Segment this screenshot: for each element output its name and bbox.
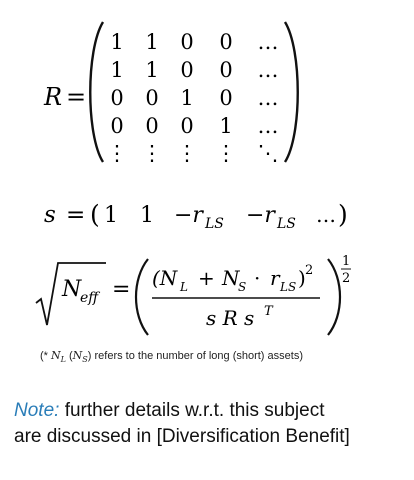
matrix-cell-r2-c5: … bbox=[257, 58, 279, 82]
vector-equals: = bbox=[66, 202, 86, 228]
matrix-cell-r4-c2: 0 bbox=[145, 114, 159, 138]
matrix-cell-r5-c3: ⋮ bbox=[176, 141, 198, 165]
matrix-cell-r5-c5: ⋱ bbox=[257, 141, 279, 165]
num-N2: N bbox=[222, 266, 240, 290]
num-plus: + bbox=[198, 266, 215, 290]
note-line2: are discussed in [Diversification Benefit] bbox=[14, 426, 350, 447]
matrix-cell-r2-c3: 0 bbox=[180, 58, 194, 82]
matrix-equation bbox=[0, 0, 414, 170]
num-L: L bbox=[180, 280, 188, 294]
note bbox=[14, 398, 404, 450]
matrix-cell-r1-c5: … bbox=[257, 30, 279, 54]
neff-right-paren bbox=[328, 259, 340, 335]
matrix-cell-r3-c5: … bbox=[257, 86, 279, 110]
matrix-cell-r2-c1: 1 bbox=[110, 58, 124, 82]
neff-N: N bbox=[62, 277, 82, 302]
vector-item-4: −r bbox=[246, 203, 275, 228]
vector-item-4-sub: LS bbox=[277, 216, 296, 232]
matrix-cell-r1-c1: 1 bbox=[110, 30, 124, 54]
vector-open-paren: ( bbox=[90, 200, 100, 229]
vector-lhs: s bbox=[44, 202, 56, 228]
matrix-cell-r3-c1: 0 bbox=[110, 86, 124, 110]
matrix-cell-r4-c1: 0 bbox=[110, 114, 124, 138]
matrix-cell-r4-c4: 1 bbox=[219, 114, 233, 138]
exp-den: 2 bbox=[342, 271, 351, 286]
vector-item-3-sub: LS bbox=[205, 216, 224, 232]
matrix-cell-r5-c4: ⋮ bbox=[215, 141, 237, 165]
matrix-cell-r2-c4: 0 bbox=[219, 58, 233, 82]
note-label: Note: bbox=[14, 400, 60, 421]
neff-sub: eff bbox=[80, 290, 99, 306]
matrix-cell-r5-c2: ⋮ bbox=[141, 141, 163, 165]
num-close: ) bbox=[298, 266, 306, 290]
footnote-prefix: (* bbox=[40, 350, 51, 362]
footnote-NS: N bbox=[72, 349, 83, 362]
note-line1: further details w.r.t. this subject bbox=[59, 400, 325, 421]
matrix-left-paren bbox=[90, 22, 103, 162]
neff-equals: = bbox=[112, 277, 131, 302]
vector-item-3: −r bbox=[174, 203, 203, 228]
footnote-L: L bbox=[60, 355, 66, 365]
footnote-rest: ) refers to the number of long (short) assets) bbox=[87, 350, 303, 362]
matrix-lhs: R bbox=[44, 83, 63, 111]
matrix-cell-r3-c4: 0 bbox=[219, 86, 233, 110]
num-open: (N bbox=[152, 266, 178, 290]
num-S: S bbox=[238, 280, 247, 294]
vector-item-2: 1 bbox=[140, 203, 154, 228]
footnote-open: ( bbox=[65, 350, 73, 362]
vector-item-1: 1 bbox=[104, 203, 118, 228]
matrix-cell-r4-c5: … bbox=[257, 114, 279, 138]
denominator-T: T bbox=[264, 304, 273, 319]
num-LS: LS bbox=[280, 280, 297, 294]
denominator: s R s bbox=[206, 306, 255, 330]
exp-num: 1 bbox=[342, 254, 351, 269]
footnote-NL: N bbox=[51, 349, 61, 362]
matrix-cell-r4-c3: 0 bbox=[180, 114, 194, 138]
matrix-cell-r5-c1: ⋮ bbox=[106, 141, 128, 165]
num-sq: 2 bbox=[305, 263, 314, 278]
neff-equation bbox=[0, 245, 414, 345]
num-r: r bbox=[270, 266, 280, 290]
num-dot: · bbox=[254, 266, 261, 290]
matrix-cell-r3-c3: 1 bbox=[180, 86, 194, 110]
matrix-cell-r2-c2: 1 bbox=[145, 58, 159, 82]
matrix-equals: = bbox=[66, 83, 87, 111]
matrix-cell-r1-c4: 0 bbox=[219, 30, 233, 54]
matrix-cell-r1-c2: 1 bbox=[145, 30, 159, 54]
matrix-cell-r1-c3: 0 bbox=[180, 30, 194, 54]
vector-close-paren: ) bbox=[338, 200, 348, 229]
footnote-S: S bbox=[82, 355, 88, 365]
matrix-cell-r3-c2: 0 bbox=[145, 86, 159, 110]
vector-equation bbox=[0, 195, 414, 235]
footnote bbox=[40, 349, 303, 364]
matrix-cells bbox=[107, 30, 279, 165]
neff-left-paren bbox=[136, 259, 148, 335]
vector-item-5: … bbox=[316, 203, 336, 227]
matrix-right-paren bbox=[285, 22, 298, 162]
